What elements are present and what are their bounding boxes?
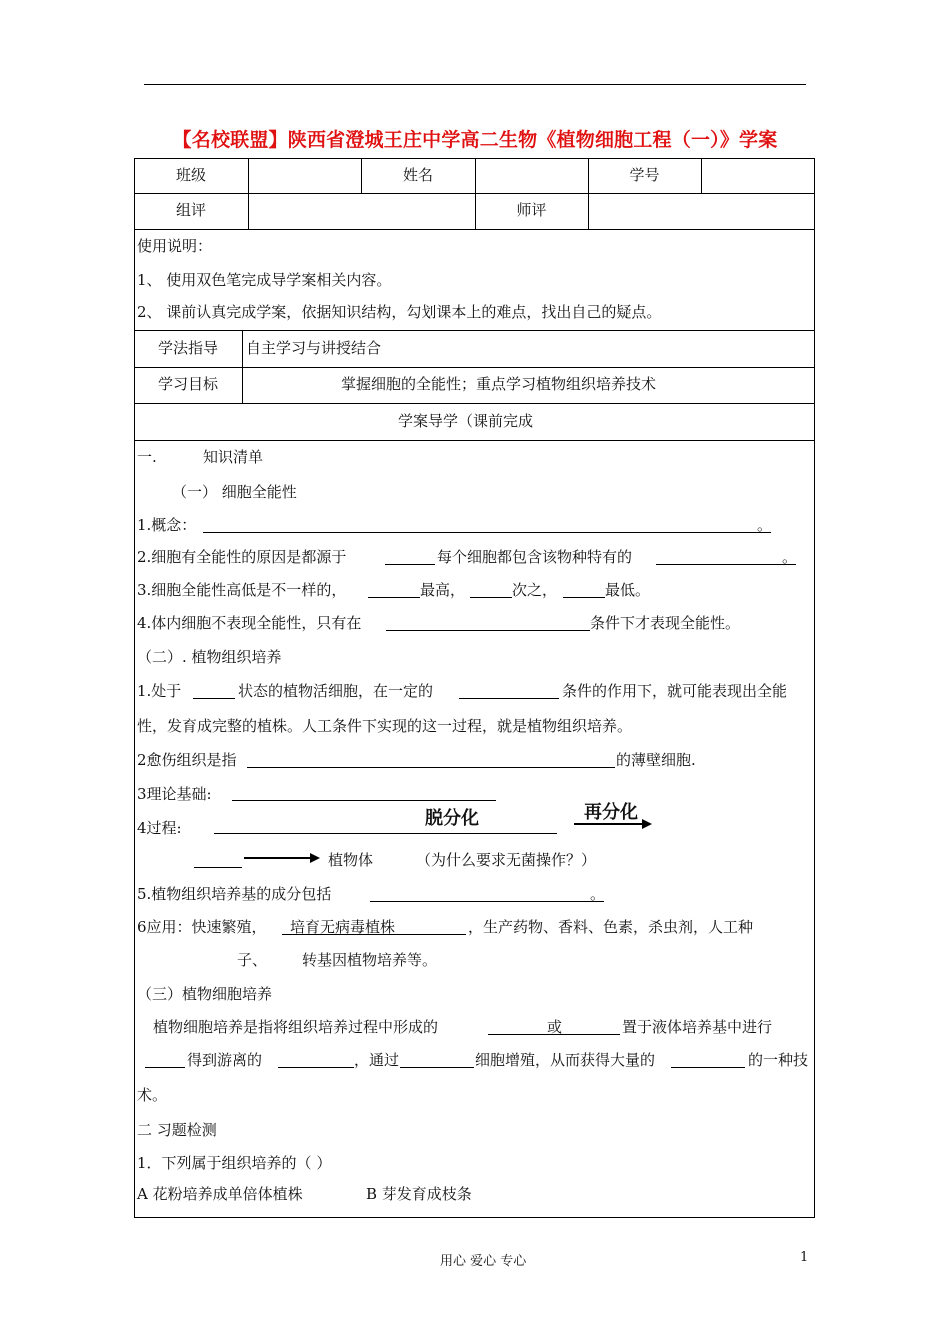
guide-title: 学案导学（课前完成 [398,412,534,430]
question-text: 条件的作用下，就可能表现出全能 [562,682,788,700]
question-text: 次之， [512,581,558,599]
question-text: 细胞增殖，从而获得大量的 [475,1051,656,1069]
question-text: 1.处于 [137,682,182,700]
row-divider [134,229,815,230]
question-text: 得到游离的 [187,1051,263,1069]
question-text: 3.细胞全能性高低是不一样的， [137,581,347,599]
section-heading: 知识清单 [203,448,264,466]
question-text: 最低。 [605,581,651,599]
col-divider [242,330,243,403]
answer-blank[interactable] [368,597,420,598]
answer-blank[interactable] [671,1067,745,1068]
arrow-right-icon [642,819,652,829]
question-text: 2.细胞有全能性的原因是都源于 [137,548,347,566]
arrow-line [574,823,642,825]
col-divider [248,158,249,229]
page-number: 1 [800,1250,809,1265]
option-a[interactable]: A 花粉培养成单倍体植株 [137,1185,303,1203]
question-text: 5.植物组织培养基的成分包括 [137,885,332,903]
question-text: ，生产药物、香料、色素，杀虫剂，人工种 [468,918,754,936]
question-text: 置于液体培养基中进行 [622,1018,773,1036]
plant-body-text: 植物体 [328,851,374,869]
group-review-label: 组评 [175,201,206,219]
section-number: 一. [137,448,157,466]
subsection-heading: （三）植物细胞培养 [137,985,273,1003]
answer-blank[interactable] [386,630,590,631]
class-label: 班级 [175,166,206,184]
question-text: 的一种技 [748,1051,809,1069]
subsection-heading: （一） 细胞全能性 [172,483,297,501]
arrow-right-icon [310,853,320,863]
punctuation: 。 [757,516,773,534]
instruction-item: 1、 使用双色笔完成导学案相关内容。 [137,271,392,289]
footer-motto: 用心 爱心 专心 [440,1254,527,1269]
answer-blank[interactable] [370,901,604,902]
question-text: 每个细胞都包含该物种特有的 [437,548,633,566]
question-text: 最高， [420,581,466,599]
subsection-heading: （二）. 植物组织培养 [137,648,282,666]
answer-blank[interactable] [247,767,615,768]
row-divider [134,403,815,404]
method-label: 学法指导 [157,339,218,357]
answer-blank[interactable] [214,833,557,834]
name-label: 姓名 [402,166,433,184]
question-text: 子、 [237,951,268,969]
question-text: 或 [547,1018,563,1036]
top-rule [144,84,806,85]
page-title: 【名校联盟】陕西省澄城王庄中学高二生物《植物细胞工程（一）》学案 [172,129,778,151]
answer-blank[interactable] [563,597,605,598]
answer-blank[interactable] [194,867,242,868]
answer-blank[interactable] [282,934,466,935]
arrow-line [244,857,310,859]
note-text: （为什么要求无菌操作？） [416,851,597,869]
option-b[interactable]: B 芽发育成枝条 [366,1185,472,1203]
answer-blank[interactable] [145,1067,185,1068]
dedifferentiation-label: 脱分化 [425,808,479,829]
answer-blank[interactable] [203,532,771,533]
answer-blank[interactable] [193,698,235,699]
question-text: 3理论基础: [137,785,212,803]
question-text: 1.概念： [137,516,197,534]
question-text: 状态的植物活细胞，在一定的 [238,682,434,700]
question-text: 1．下列属于组织培养的（ ） [137,1154,332,1172]
question-text: 4过程: [137,819,182,837]
student-number-label: 学号 [629,166,660,184]
question-text: 6应用：快速繁殖， [137,918,267,936]
answer-blank[interactable] [656,564,796,565]
answer-blank[interactable] [232,800,496,801]
question-text: 转基因植物培养等。 [302,951,438,969]
row-divider [134,440,815,441]
question-text: 的薄壁细胞. [616,751,696,769]
question-text: 2愈伤组织是指 [137,751,237,769]
answer-blank[interactable] [400,1067,474,1068]
answer-blank[interactable] [470,597,512,598]
redifferentiation-label: 再分化 [584,802,638,823]
question-text: 植物细胞培养是指将组织培养过程中形成的 [153,1018,439,1036]
teacher-review-label: 师评 [516,201,547,219]
question-text: ，通过 [354,1051,400,1069]
row-divider [134,367,815,368]
answer-blank[interactable] [459,698,559,699]
punctuation: 。 [590,885,606,903]
instructions-heading: 使用说明： [137,237,213,255]
col-divider [701,158,702,193]
section-heading: 二 习题检测 [137,1121,217,1139]
question-text: 4.体内细胞不表现全能性，只有在 [137,614,362,632]
instruction-item: 2、 课前认真完成学案，依据知识结构，勾划课本上的难点，找出自己的疑点。 [137,303,662,321]
filled-answer: 培育无病毒植株 [290,918,396,936]
goal-value: 掌握细胞的全能性；重点学习植物组织培养技术 [341,375,657,393]
goal-label: 学习目标 [157,375,218,393]
question-text: 术。 [137,1086,168,1104]
row-divider [134,330,815,331]
punctuation: 。 [782,548,798,566]
answer-blank[interactable] [385,564,435,565]
question-text: 条件下才表现全能性。 [590,614,741,632]
answer-blank[interactable] [278,1067,354,1068]
question-text: 性，发育成完整的植株。人工条件下实现的这一过程，就是植物组织培养。 [137,717,633,735]
method-value: 自主学习与讲授结合 [246,339,382,357]
